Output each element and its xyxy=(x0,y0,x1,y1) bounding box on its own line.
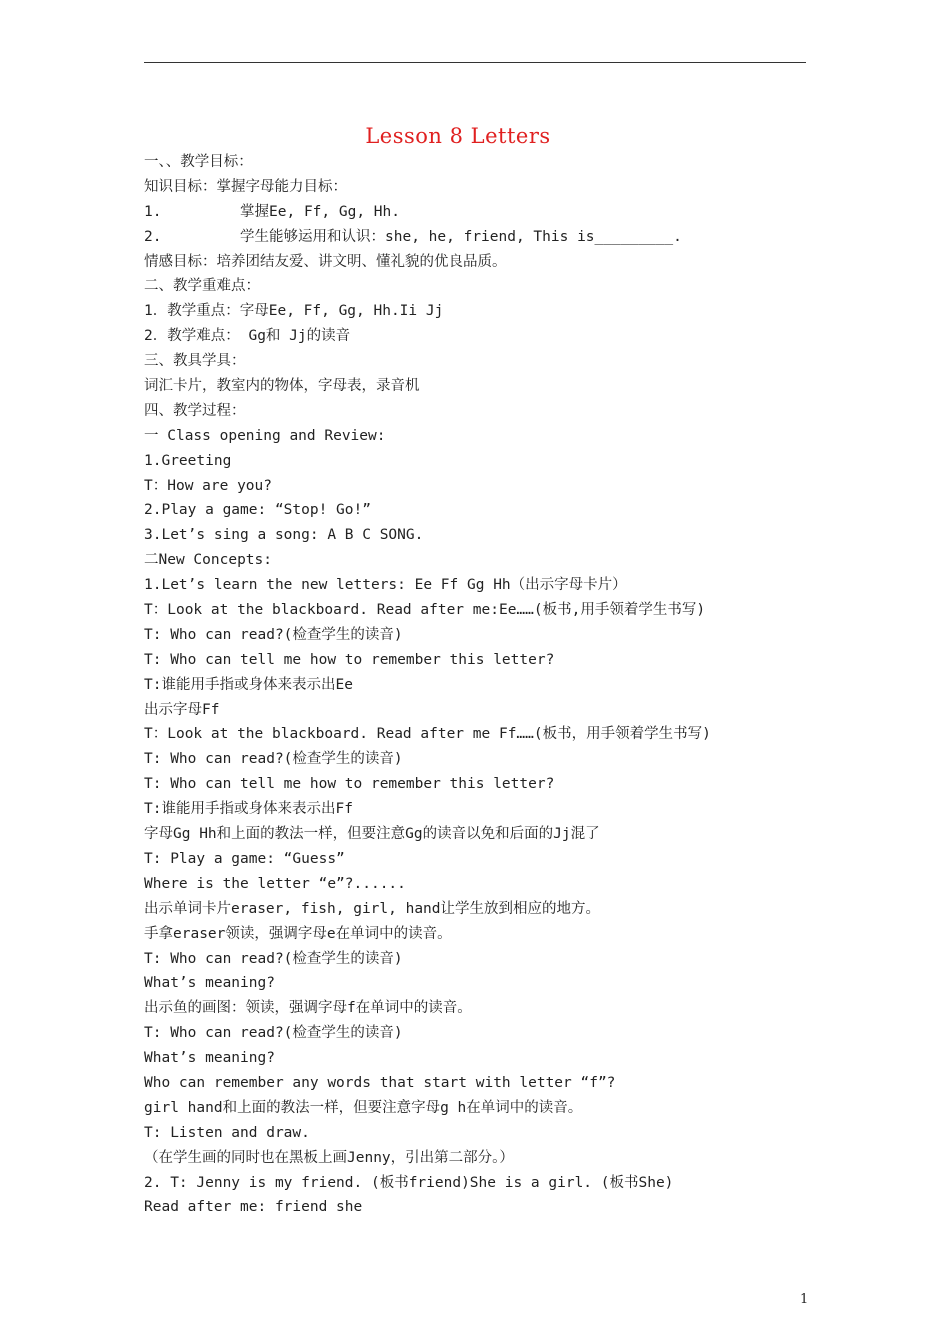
text-line: 二、教学重难点： xyxy=(144,278,260,295)
header-rule xyxy=(144,62,806,63)
text-line: （在学生画的同时也在黑板上画Jenny，引出第二部分。） xyxy=(144,1149,514,1166)
text-line: 出示字母Ff xyxy=(144,701,220,718)
text-line: T: Who can tell me how to remember this letter? xyxy=(144,651,555,668)
text-line: 1．教学重点：字母Ee, Ff, Gg, Hh.Ii Jj xyxy=(144,303,444,320)
text-line: 3.Let’s sing a song: A B C SONG. xyxy=(144,527,424,544)
text-line: Where is the letter “e”?...... xyxy=(144,875,406,892)
text-line: 2.Play a game: “Stop! Go!” xyxy=(144,502,371,519)
text-line: T：Look at the blackboard. Read after me Ff……(板书，用手领着学生书写) xyxy=(144,726,711,743)
text-line: T: Who can read?(检查学生的读音) xyxy=(144,1025,403,1042)
lesson-body xyxy=(144,150,844,1220)
text-line: T:谁能用手指或身体来表示出Ee xyxy=(144,676,353,693)
text-line: T: Who can read?(检查学生的读音) xyxy=(144,950,403,967)
page-number: 1 xyxy=(800,1292,809,1307)
text-line: 出示鱼的画图：领读，强调字母f在单词中的读音。 xyxy=(144,1000,472,1017)
text-line: 手拿eraser领读，强调字母e在单词中的读音。 xyxy=(144,925,452,942)
lesson-title: Lesson 8 Letters xyxy=(365,124,551,148)
text-line: 1. 掌握Ee, Ff, Gg, Hh. xyxy=(144,203,400,220)
text-line: Read after me: friend she xyxy=(144,1199,363,1216)
text-line: 出示单词卡片eraser, fish, girl, hand让学生放到相应的地方。 xyxy=(144,900,601,917)
text-line: 三、教具学具： xyxy=(144,353,246,370)
text-line: 2. T: Jenny is my friend. (板书friend)She is a girl. (板书She) xyxy=(144,1174,674,1191)
text-line: T:谁能用手指或身体来表示出Ff xyxy=(144,801,353,818)
text-line: T: Who can tell me how to remember this letter? xyxy=(144,776,555,793)
text-line: 2．教学难点： Gg和 Jj的读音 xyxy=(144,328,351,345)
text-line: 四、教学过程： xyxy=(144,402,246,419)
text-line: What’s meaning? xyxy=(144,975,275,992)
text-line: 一、、教学目标： xyxy=(144,154,253,170)
text-line: What’s meaning? xyxy=(144,1050,275,1067)
text-line: T: Who can read?(检查学生的读音) xyxy=(144,751,403,768)
text-line: 2. 学生能够运用和认识：she, he, friend, This is_________. xyxy=(144,228,682,245)
text-line: T：How are you? xyxy=(144,477,272,494)
text-line: 字母Gg Hh和上面的教法一样，但要注意Gg的读音以免和后面的Jj混了 xyxy=(144,826,600,843)
text-line: 一 Class opening and Review: xyxy=(144,427,386,444)
text-line: 词汇卡片，教室内的物体，字母表，录音机 xyxy=(144,378,420,395)
text-line: T: Listen and draw. xyxy=(144,1124,310,1141)
text-line: 1.Let’s learn the new letters: Ee Ff Gg Hh（出示字母卡片） xyxy=(144,577,627,594)
text-line: Who can remember any words that start with letter “f”? xyxy=(144,1074,616,1091)
text-line: girl hand和上面的教法一样，但要注意字母g h在单词中的读音。 xyxy=(144,1099,583,1116)
text-line: T: Who can read?(检查学生的读音) xyxy=(144,626,403,643)
text-line: T：Look at the blackboard. Read after me:Ee……(板书,用手领着学生书写) xyxy=(144,602,706,619)
text-line: 二New Concepts: xyxy=(144,552,272,569)
text-line: 知识目标：掌握字母能力目标： xyxy=(144,178,347,195)
text-line: 情感目标：培养团结友爱、讲文明、懂礼貌的优良品质。 xyxy=(144,253,507,270)
text-line: T: Play a game: “Guess” xyxy=(144,850,345,867)
text-line: 1.Greeting xyxy=(144,452,232,469)
